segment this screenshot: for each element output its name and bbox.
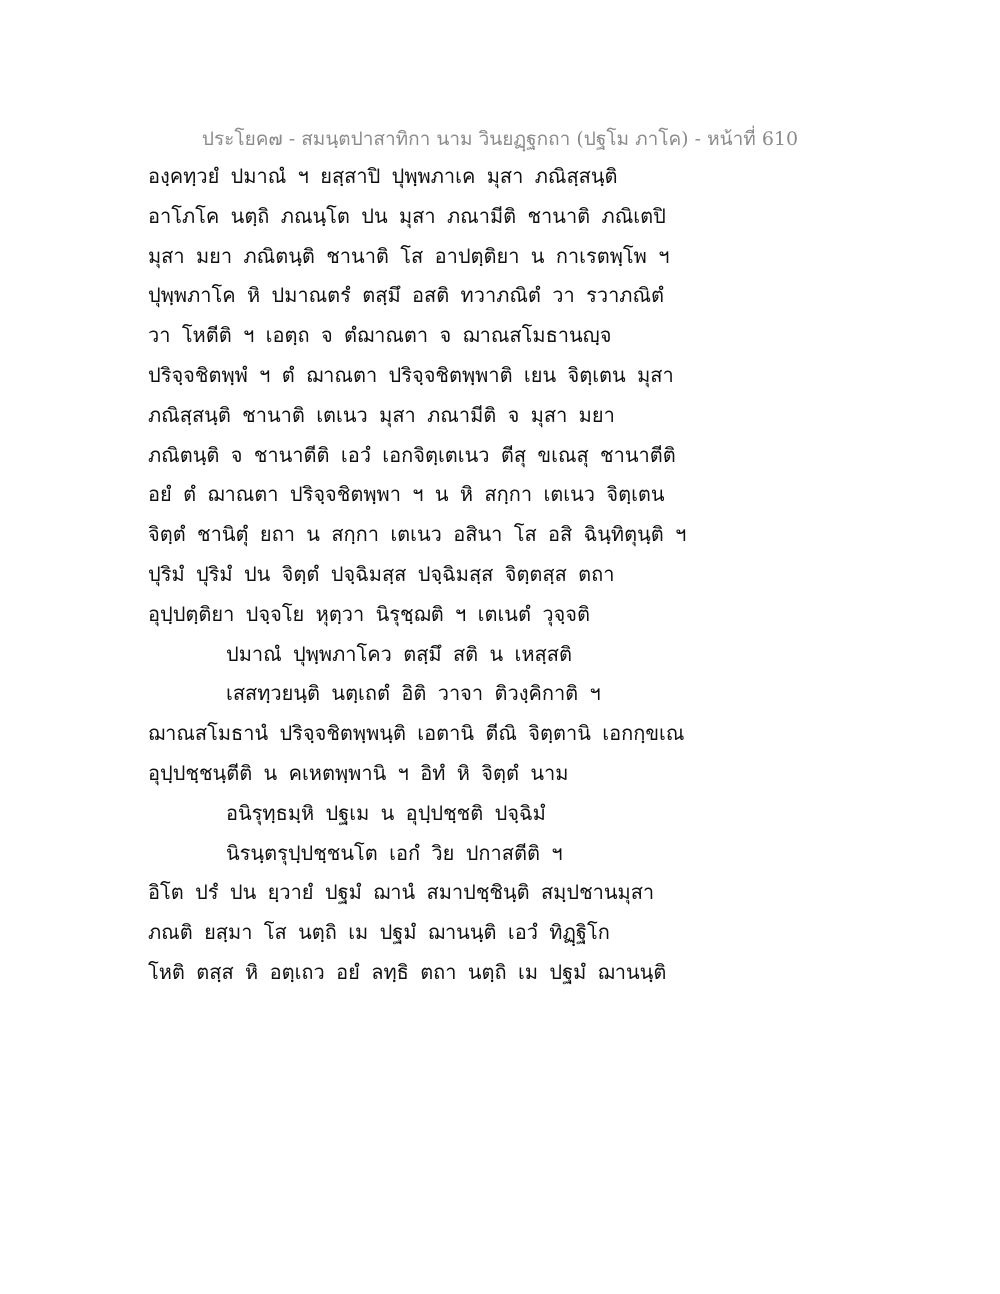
text-line: จิตฺตํ ชานิตุํ ยถา น สกฺกา เตเนว อสินา โส อสิ ฉินฺทิตุนฺติ ฯ <box>148 522 687 547</box>
text-line: ปุริมํ ปุริมํ ปน จิตฺตํ ปจฺฉิมสฺส ปจฺฉิมสฺส จิตฺตสฺส ตถา <box>148 561 615 586</box>
body-text <box>148 157 848 993</box>
text-line: อุปฺปตฺติยา ปจฺจโย หุตฺวา นิรุชฺฌติ ฯ เตเนตํ วุจฺจติ <box>148 601 590 626</box>
text-line: ปริจฺจชิตพฺพํ ฯ ตํ ฌาณตา ปริจฺจชิตพฺพาติ เยน จิตฺเตน มุสา <box>148 362 674 387</box>
text-line: โหติ ตสฺส หิ อตฺเถว อยํ ลทฺธิ ตถา นตฺถิ เม ปฐมํ ฌานนฺติ <box>148 959 667 984</box>
text-line: อุปฺปชฺชนฺตีติ น คเหตพฺพานิ ฯ อิทํ หิ จิตฺตํ นาม <box>148 760 569 785</box>
running-header: ประโยค๗ - สมนฺตปาสาทิกา นาม วินยฏฺฐกถา (ปฐโม ภาโค) - หน้าที่ 610 <box>201 128 799 150</box>
text-line: อาโภโค นตฺถิ ภณนฺโต ปน มุสา ภณามีติ ชานาติ ภณิเตปิ <box>148 203 666 228</box>
text-line: ภณติ ยสฺมา โส นตฺถิ เม ปฐมํ ฌานนฺติ เอวํ ทิฏฺฐิโก <box>148 920 610 945</box>
verse-line: ปมาณํ ปุพฺพภาโคว ตสฺมึ สติ น เหสฺสติ <box>226 641 572 666</box>
verse-line: นิรนฺตรุปฺปชฺชนโต เอกํ วิย ปกาสตีติ ฯ <box>226 840 563 865</box>
verse-line: เสสทฺวยนฺติ นตฺเถตํ อิติ วาจา ติวงฺคิกาติ ฯ <box>226 681 601 706</box>
text-line: องฺคทฺวยํ ปมาณํ ฯ ยสฺสาปิ ปุพฺพภาเค มุสา ภณิสฺสนฺติ <box>148 164 618 188</box>
text-line: ภณิสฺสนฺติ ชานาติ เตเนว มุสา ภณามีติ จ มุสา มยา <box>148 402 615 427</box>
text-line: ปุพฺพภาโค หิ ปมาณตรํ ตสฺมึ อสติ ทวาภณิตํ วา รวาภณิตํ <box>148 283 665 308</box>
text-line: มุสา มยา ภณิตนฺติ ชานาติ โส อาปตฺติยา น กาเรตพฺโพ ฯ <box>148 243 670 268</box>
text-line: อยํ ตํ ฌาณตา ปริจฺจชิตพฺพา ฯ น หิ สกฺกา เตเนว จิตฺเตน <box>148 482 665 507</box>
text-line: วา โหตีติ ฯ เอตฺถ จ ตํฌาณตา จ ฌาณสโมธานญฺจ <box>148 323 612 348</box>
text-line: ฌาณสโมธานํ ปริจฺจชิตพฺพนฺติ เอตานิ ตีณิ จิตฺตานิ เอกกฺขเณ <box>148 721 685 746</box>
verse-line: อนิรุทฺธมฺหิ ปฐเม น อุปฺปชฺชติ ปจฺฉิมํ <box>226 800 546 825</box>
text-line: อิโต ปรํ ปน ยฺวายํ ปฐมํ ฌานํ สมาปชฺชินฺติ สมฺปชานมุสา <box>148 880 655 905</box>
text-line: ภณิตนฺติ จ ชานาตีติ เอวํ เอกจิตฺเตเนว ตีสุ ขเณสุ ชานาตีติ <box>148 442 676 467</box>
